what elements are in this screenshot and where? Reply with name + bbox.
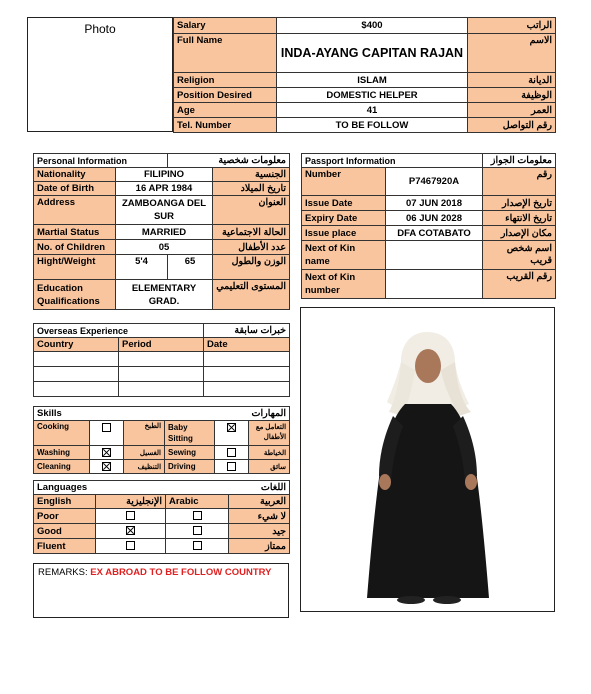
overseas-table	[33, 323, 290, 397]
issue-place-value: DFA COTABATO	[386, 226, 483, 241]
issue-place-arabic: مكان الإصدار	[483, 226, 556, 241]
personal-title: Personal Information	[34, 154, 168, 168]
lang-good-label: Good	[34, 524, 96, 539]
children-value: 05	[116, 240, 213, 255]
overseas-cell	[34, 352, 119, 367]
lang-fluent-label: Fluent	[34, 539, 96, 554]
issue-date-label: Issue Date	[302, 196, 386, 211]
overseas-col-country: Country	[34, 338, 119, 352]
fullname-label: Full Name	[174, 34, 277, 73]
table-row	[34, 382, 290, 397]
skill-sewing-checkbox[interactable]	[227, 448, 236, 457]
overseas-cell	[119, 352, 204, 367]
skill-cleaning-arabic: التنظيف	[124, 460, 165, 474]
fullname-value: INDA-AYANG CAPITAN RAJAN	[277, 34, 468, 73]
skill-driving-arabic: سائق	[249, 460, 290, 474]
next-of-kin-number-arabic: رقم القريب	[483, 270, 556, 299]
overseas-title-arabic: خبرات سابقة	[204, 324, 290, 338]
hw-label: Hight/Weight	[34, 255, 116, 280]
height-value: 5'4	[116, 255, 168, 280]
expiry-date-arabic: تاريخ الانتهاء	[483, 211, 556, 226]
religion-arabic: الديانة	[468, 73, 556, 88]
photo-label: Photo	[84, 22, 116, 36]
lang-fluent-english-cell	[96, 539, 166, 554]
next-of-kin-number-label: Next of Kin number	[302, 270, 386, 299]
personal-info-table	[33, 153, 290, 310]
skill-driving-label: Driving	[165, 460, 215, 474]
overseas-cell	[34, 367, 119, 382]
nationality-arabic: الجنسية	[213, 168, 290, 182]
lang-poor-english-cell	[96, 509, 166, 524]
expiry-date-value: 06 JUN 2028	[386, 211, 483, 226]
lang-good-english-checkbox[interactable]	[126, 526, 135, 535]
overseas-col-date: Date	[204, 338, 290, 352]
hw-arabic: الوزن والطول	[213, 255, 290, 280]
overseas-col-period: Period	[119, 338, 204, 352]
education-value: ELEMENTARY GRAD.	[116, 280, 213, 310]
issue-date-arabic: تاريخ الإصدار	[483, 196, 556, 211]
languages-table	[33, 480, 290, 554]
person-photo-figure	[301, 308, 554, 611]
next-of-kin-value	[386, 241, 483, 270]
lang-good-arabic: جيد	[229, 524, 290, 539]
top-info-table	[173, 17, 556, 133]
skill-babysitting-checkbox[interactable]	[227, 423, 236, 432]
lang-poor-arabic-checkbox[interactable]	[193, 511, 202, 520]
weight-value: 65	[168, 255, 213, 280]
skills-title-arabic: المهارات	[165, 407, 290, 421]
tel-arabic: رقم التواصل	[468, 118, 556, 133]
skill-sewing-arabic: الخياطة	[249, 446, 290, 460]
children-arabic: عدد الأطفال	[213, 240, 290, 255]
languages-title: Languages	[34, 481, 166, 495]
passport-number-value: P7467920A	[386, 168, 483, 196]
passport-title-arabic: معلومات الجواز	[483, 154, 556, 168]
lang-good-arabic-checkbox[interactable]	[193, 526, 202, 535]
lang-poor-arabic: لا شيء	[229, 509, 290, 524]
marital-arabic: الحالة الاجتماعية	[213, 225, 290, 240]
languages-title-arabic: اللغات	[166, 481, 290, 495]
skill-babysitting-cell	[215, 421, 249, 446]
tel-label: Tel. Number	[174, 118, 277, 133]
passport-number-arabic: رقم	[483, 168, 556, 196]
education-arabic: المستوى التعليمي	[213, 280, 290, 310]
age-label: Age	[174, 103, 277, 118]
lang-fluent-arabic-cell	[166, 539, 229, 554]
overseas-title: Overseas Experience	[34, 324, 204, 338]
dob-value: 16 APR 1984	[116, 182, 213, 196]
full-body-photo	[300, 307, 555, 612]
skill-sewing-label: Sewing	[165, 446, 215, 460]
salary-label: Salary	[174, 18, 277, 34]
overseas-cell	[204, 382, 290, 397]
marital-value: MARRIED	[116, 225, 213, 240]
lang-english-arabic: الإنجليزية	[96, 495, 166, 509]
address-value: ZAMBOANGA DEL SUR	[116, 196, 213, 225]
skill-washing-arabic: الغسيل	[124, 446, 165, 460]
skill-babysitting-label: Baby Sitting	[165, 421, 215, 446]
next-of-kin-label: Next of Kin name	[302, 241, 386, 270]
remarks-value: EX ABROAD TO BE FOLLOW COUNTRY	[90, 567, 272, 578]
lang-poor-label: Poor	[34, 509, 96, 524]
expiry-date-label: Expiry Date	[302, 211, 386, 226]
salary-value: $400	[277, 18, 468, 34]
dob-label: Date of Birth	[34, 182, 116, 196]
lang-good-arabic-cell	[166, 524, 229, 539]
skill-babysitting-arabic: التعامل مع الأطفال	[249, 421, 290, 446]
religion-label: Religion	[174, 73, 277, 88]
skill-driving-cell	[215, 460, 249, 474]
lang-fluent-arabic-checkbox[interactable]	[193, 541, 202, 550]
remarks-box	[33, 563, 289, 618]
skills-title: Skills	[34, 407, 165, 421]
skill-cooking-cell	[90, 421, 124, 446]
position-arabic: الوظيفة	[468, 88, 556, 103]
overseas-cell	[34, 382, 119, 397]
skill-washing-label: Washing	[34, 446, 90, 460]
education-label: Education Qualifications	[34, 280, 116, 310]
passport-info-table	[301, 153, 556, 299]
fullname-arabic: الاسم	[468, 34, 556, 73]
children-label: No. of Children	[34, 240, 116, 255]
next-of-kin-number-value	[386, 270, 483, 299]
religion-value: ISLAM	[277, 73, 468, 88]
skill-washing-cell	[90, 446, 124, 460]
table-row	[34, 367, 290, 382]
dob-arabic: تاريخ الميلاد	[213, 182, 290, 196]
position-value: DOMESTIC HELPER	[277, 88, 468, 103]
skill-driving-checkbox[interactable]	[227, 462, 236, 471]
overseas-cell	[204, 352, 290, 367]
skill-cleaning-cell	[90, 460, 124, 474]
lang-arabic-arabic: العربية	[229, 495, 290, 509]
age-arabic: العمر	[468, 103, 556, 118]
remarks-label: REMARKS:	[38, 567, 88, 578]
table-row	[34, 352, 290, 367]
position-label: Position Desired	[174, 88, 277, 103]
nationality-value: FILIPINO	[116, 168, 213, 182]
personal-title-arabic: معلومات شخصية	[168, 154, 290, 168]
overseas-cell	[119, 382, 204, 397]
skill-cooking-checkbox[interactable]	[102, 423, 111, 432]
skill-sewing-cell	[215, 446, 249, 460]
issue-place-label: Issue place	[302, 226, 386, 241]
lang-fluent-english-checkbox[interactable]	[126, 541, 135, 550]
tel-value: TO BE FOLLOW	[277, 118, 468, 133]
age-value: 41	[277, 103, 468, 118]
passport-number-label: Number	[302, 168, 386, 196]
nationality-label: Nationality	[34, 168, 116, 182]
skill-cooking-label: Cooking	[34, 421, 90, 446]
address-label: Address	[34, 196, 116, 225]
photo-box	[27, 17, 173, 132]
issue-date-value: 07 JUN 2018	[386, 196, 483, 211]
marital-label: Martial Status	[34, 225, 116, 240]
passport-title: Passport Information	[302, 154, 483, 168]
skill-cleaning-label: Cleaning	[34, 460, 90, 474]
address-arabic: العنوان	[213, 196, 290, 225]
lang-arabic-label: Arabic	[166, 495, 229, 509]
salary-arabic: الراتب	[468, 18, 556, 34]
lang-fluent-arabic: ممتاز	[229, 539, 290, 554]
lang-poor-arabic-cell	[166, 509, 229, 524]
lang-english-label: English	[34, 495, 96, 509]
lang-good-english-cell	[96, 524, 166, 539]
lang-poor-english-checkbox[interactable]	[126, 511, 135, 520]
next-of-kin-arabic: اسم شخص قريب	[483, 241, 556, 270]
skills-table	[33, 406, 290, 474]
overseas-cell	[119, 367, 204, 382]
skill-washing-checkbox[interactable]	[102, 448, 111, 457]
overseas-cell	[204, 367, 290, 382]
skill-cleaning-checkbox[interactable]	[102, 462, 111, 471]
skill-cooking-arabic: الطبخ	[124, 421, 165, 446]
